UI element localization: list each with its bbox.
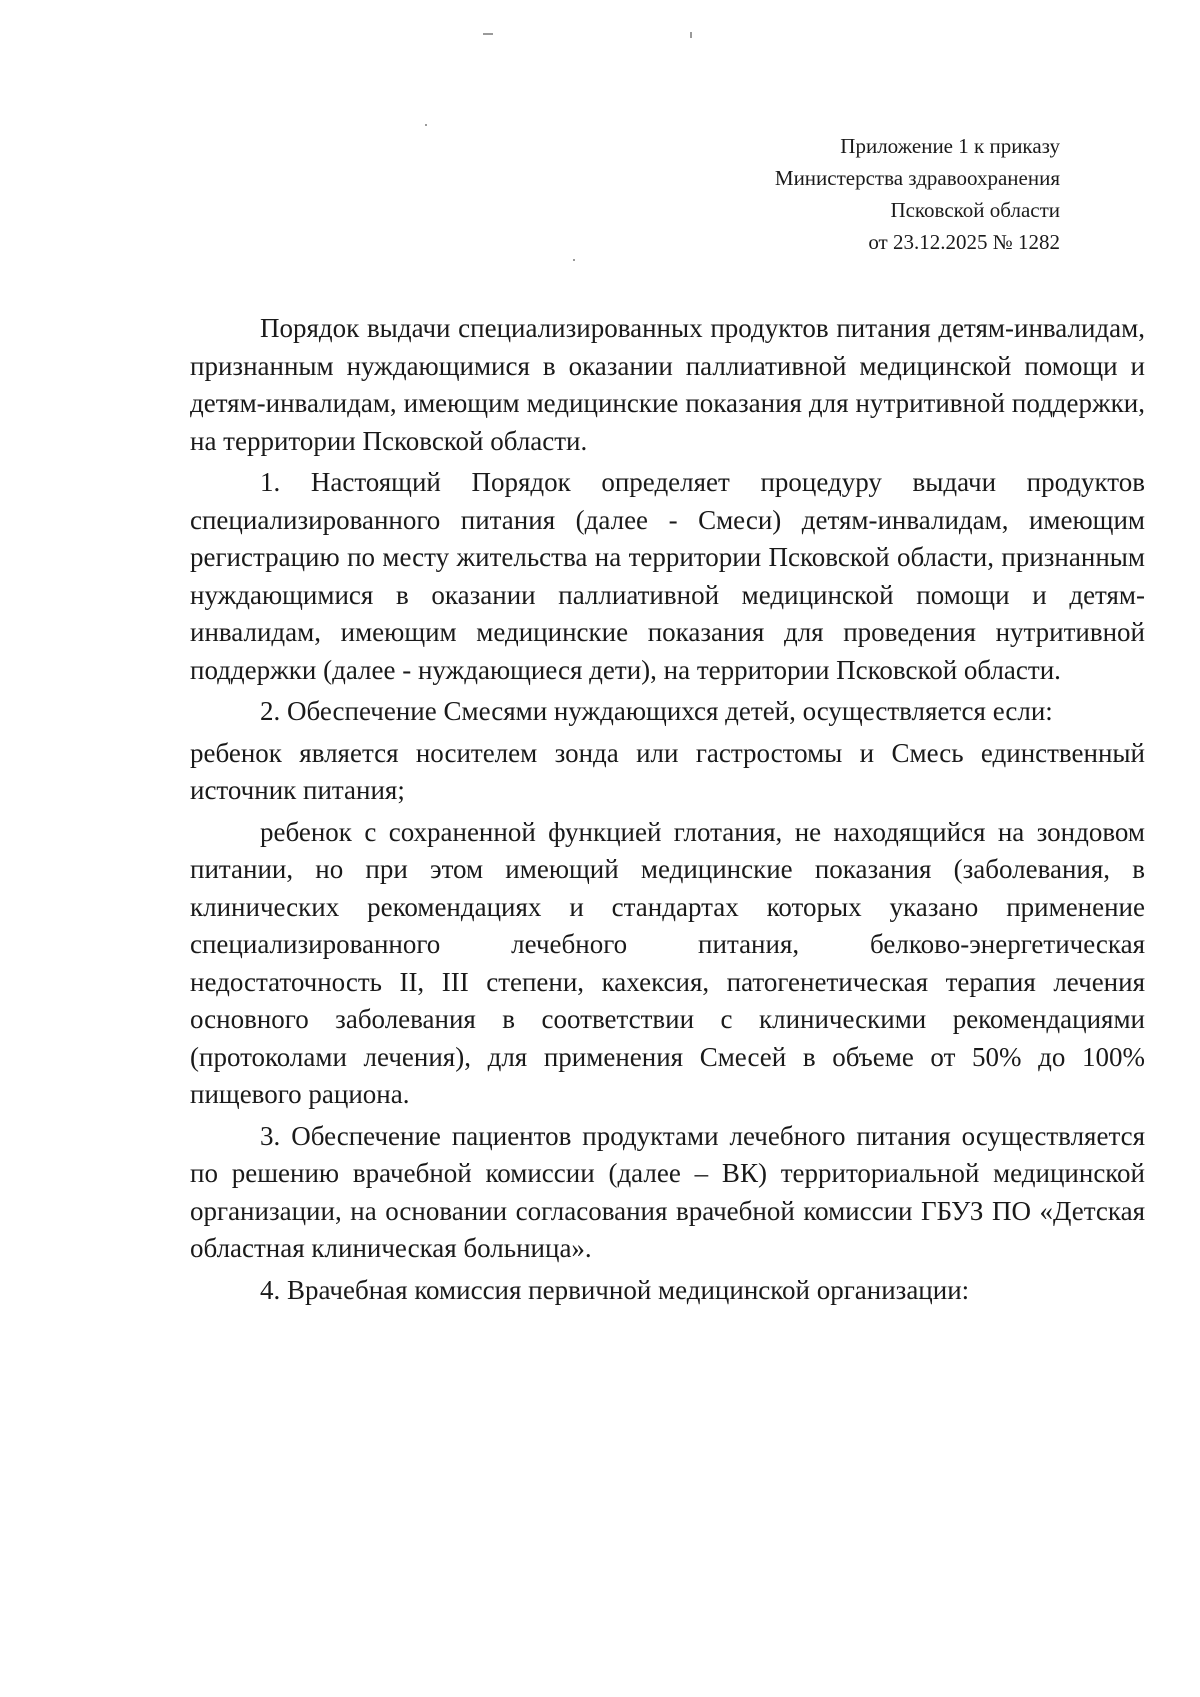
document-title: Порядок выдачи специализированных продуктов питания детям-инвалидам, признанным нуждающимися в оказании паллиативной медицинской помощи и детям-инвалидам, имеющим медицинские показания для нутритивной поддержки, на территории Псковской области. [190, 313, 1145, 456]
appendix-header [540, 130, 1060, 258]
header-line-4: от 23.12.2025 № 1282 [868, 230, 1060, 254]
paragraph-2a: ребенок является носителем зонда или гастростомы и Смесь единственный источник питания; [190, 737, 1145, 805]
paragraph-4: 4. Врачебная комиссия первичной медицинской организации: [260, 1274, 970, 1305]
header-line-1: Приложение 1 к приказу [840, 134, 1060, 158]
header-line-3: Псковской области [890, 198, 1060, 222]
paragraph-2: 2. Обеспечение Смесями нуждающихся детей, осуществляется если: [260, 696, 1053, 726]
paragraph-1: 1. Настоящий Порядок определяет процедуру выдачи продуктов специализированного питания (далее - Смеси) детям-инвалидам, имеющим регистрацию по месту жительства на территории Псковской области, признанным нуждающимися в оказании паллиативной медицинской помощи и детям-инвалидам, имеющим медицинские показания для проведения нутритивной поддержки (далее - нуждающиеся дети), на территории Псковской области. [190, 467, 1145, 685]
paragraph-3: 3. Обеспечение пациентов продуктами лечебного питания осуществляется по решению врачебной комиссии (далее – ВК) территориальной медицинской организации, на основании согласования врачебной комиссии ГБУЗ ПО «Детская областная клиническая больница». [190, 1120, 1145, 1263]
document-body [190, 310, 1145, 1313]
header-line-2: Министерства здравоохранения [774, 166, 1060, 190]
paragraph-2b: ребенок с сохраненной функцией глотания, не находящийся на зондовом питании, но при этом имеющий медицинские показания (заболевания, в клинических рекомендациях и стандартах которых указано применение специализированного лечебного питания, белково-энергетическая недостаточность II, III степени, кахексия, патогенетическая терапия лечения основного заболевания в соответствии с клиническими рекомендациями (протоколами лечения), для применения Смесей в объеме от 50% до 100% пищевого рациона. [190, 816, 1145, 1109]
